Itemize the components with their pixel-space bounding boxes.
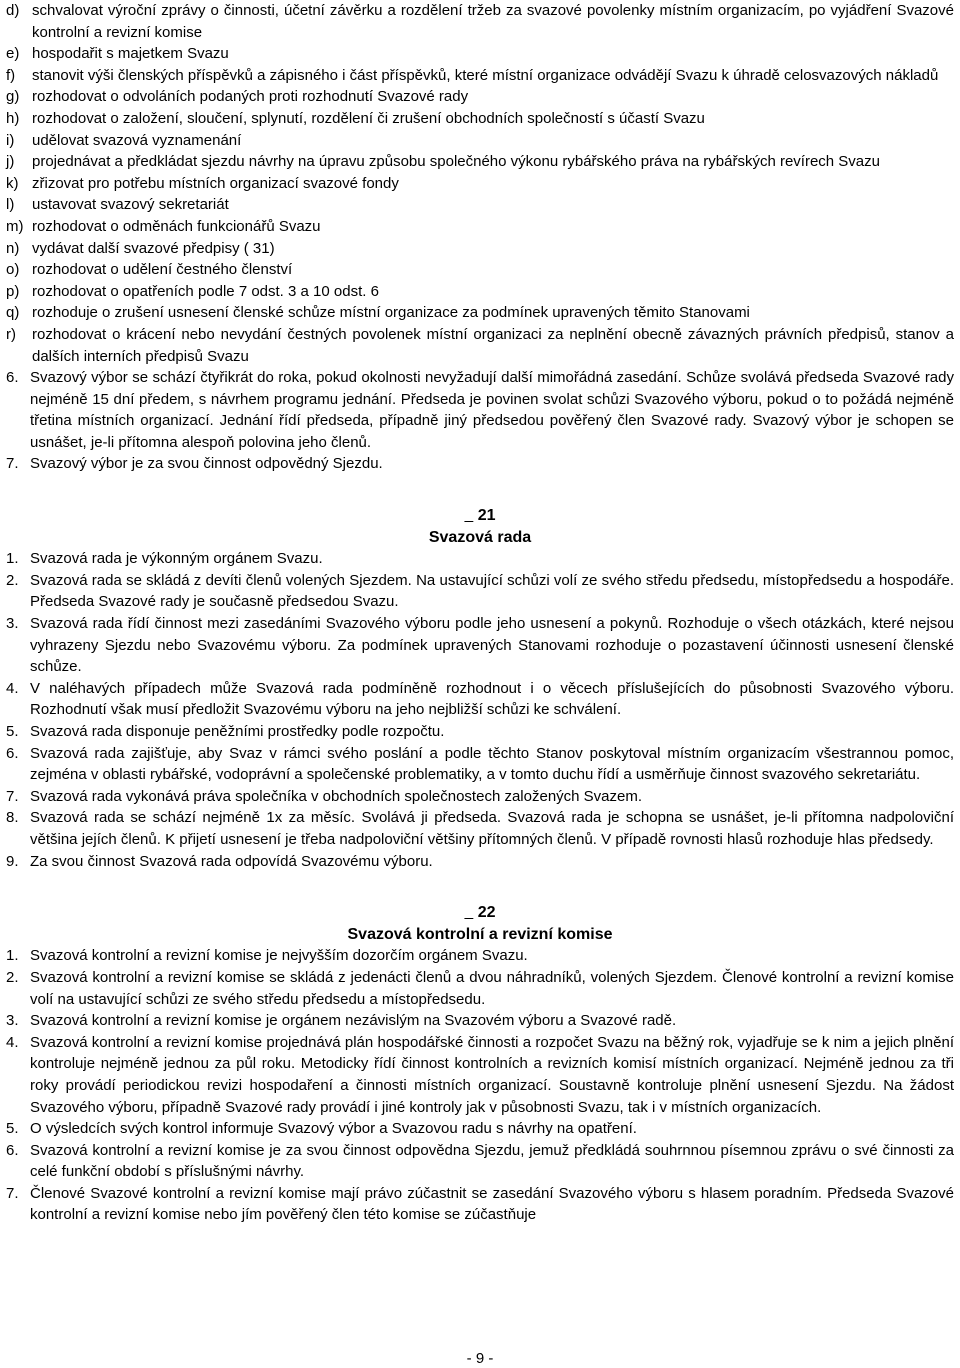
numbered-item — [6, 807, 954, 850]
list-item — [6, 238, 954, 260]
item-label: f) — [6, 66, 16, 84]
item-label: r) — [6, 325, 16, 343]
document-page — [6, 0, 954, 1226]
item-text: Za svou činnost Svazová rada odpovídá Svazovému výboru. — [30, 852, 433, 870]
section-22-title: Svazová kontrolní a revizní komise — [347, 925, 613, 943]
numbered-item — [6, 570, 954, 613]
list-item — [6, 173, 954, 195]
numbered-item — [6, 1032, 954, 1118]
item-text: Svazová kontrolní a revizní komise projednává plán hospodářské činnosti a rozpočet Svazu na běžný rok, vyjadřuje se k nim a jejich plnění kontroluje nejméně jednou za půl roku. Metodicky řídí činnost kontrolních a revizních komisí místních organizací. Nejméně jednou za tři roky provádí periodickou revizi hospodaření a činnosti místních organizací. Soustavně kontroluje plnění usnesení Sjezdu. Na žádost Svazového výboru, případně Svazové rady provádí i jiné kontroly jak v působnosti Svazu, tak i v místních organizacích. — [30, 1033, 954, 1116]
section-sign-icon — [464, 904, 473, 921]
item-text: rozhodovat o odvoláních podaných proti rozhodnutí Svazové rady — [32, 88, 469, 106]
section-sign-icon — [464, 507, 473, 524]
item-text: zřizovat pro potřebu místních organizací svazové fondy — [32, 174, 399, 192]
item-label: 7. — [6, 1184, 19, 1202]
item-text: Svazová rada řídí činnost mezi zasedáními Svazového výboru podle jeho usnesení a pokynů. Rozhoduje o všech otázkách, které nejsou vyhrazeny Sjezdu nebo Svazovému výboru. Za podmínek upravených Stanovami rozhoduje o pozastavení účinnosti usnesení členské schůze. — [30, 615, 954, 676]
item-text: rozhodovat o opatřeních podle 7 odst. 3 a 10 odst. 6 — [32, 282, 379, 300]
item-text: rozhodovat o založení, sloučení, splynutí, rozdělení či zrušení obchodních společností s účastí Svazu — [32, 109, 705, 127]
item-label: 4. — [6, 1033, 19, 1051]
item-label: 4. — [6, 679, 19, 697]
item-label: h) — [6, 109, 20, 127]
item-label: 1. — [6, 947, 19, 965]
item-label: 2. — [6, 571, 19, 589]
list-item — [6, 259, 954, 281]
section-21-title: Svazová rada — [428, 528, 532, 546]
item-text: rozhodovat o odměnách funkcionářů Svazu — [32, 217, 321, 235]
item-text: Svazová rada zajišťuje, aby Svaz v rámci svého poslání a podle těchto Stanov poskytoval místním organizacím všestrannou pomoc, zejména v oblasti rybářské, vodoprávní a společenské problematiky, a v tomto duchu řídí a usměrňuje činnost svazového sekretariátu. — [30, 744, 954, 784]
item-text: rozhodovat o krácení nebo nevydání čestných povolenek místní organizaci za neplnění obecně závazných právních předpisů, stanov a dalších interních předpisů Svazu — [32, 325, 954, 365]
section-21-number: 21 — [6, 505, 954, 527]
item-label: 1. — [6, 550, 19, 568]
list-item — [6, 216, 954, 238]
item-label: n) — [6, 239, 20, 257]
item-text: projednávat a předkládat sjezdu návrhy na úpravu způsobu společného výkonu rybářského práva na rybářských revírech Svazu — [32, 153, 880, 171]
item-label: i) — [6, 131, 15, 149]
numbered-item — [6, 967, 954, 1010]
item-text: stanovit výši členských příspěvků a zápisného i část příspěvků, které místní organizace odvádějí Svazu k úhradě celosvazových nákladů — [32, 66, 939, 84]
numbered-item — [6, 1183, 954, 1226]
item-text: ustavovat svazový sekretariát — [32, 196, 229, 214]
numbered-item — [6, 721, 954, 743]
item-text: rozhodovat o udělení čestného členství — [32, 261, 293, 279]
list-item — [6, 0, 954, 43]
item-text: Členové Svazové kontrolní a revizní komise mají právo zúčastnit se zasedání Svazového výboru s hlasem poradním. Předseda Svazové kontrolní a revizní komise nebo jím pověřený člen této komise se zúčastňuje — [30, 1184, 954, 1224]
item-label: q) — [6, 304, 20, 322]
list-item — [6, 108, 954, 130]
item-label: 8. — [6, 809, 19, 827]
numbered-item — [6, 548, 954, 570]
numbered-item — [6, 1010, 954, 1032]
item-label: 2. — [6, 968, 19, 986]
numbered-item — [6, 786, 954, 808]
numbered-item — [6, 1140, 954, 1183]
list-item — [6, 130, 954, 152]
numbered-item — [6, 367, 954, 453]
item-label: 6. — [6, 1141, 19, 1159]
numbered-item — [6, 678, 954, 721]
item-text: rozhoduje o zrušení usnesení členské schůze místní organizace za podmínek upravených těmito Stanovami — [32, 304, 750, 322]
page-number: - 9 - — [466, 1350, 494, 1367]
list-item — [6, 281, 954, 303]
section-21-list — [6, 548, 954, 872]
numbered-item — [6, 743, 954, 786]
item-text: Svazová rada se schází nejméně 1x za měsíc. Svolává ji předseda. Svazová rada je schopna se usnášet, je-li přítomna nadpoloviční většina jejích členů. K přijetí usnesení je třeba nadpoloviční většiny přítomných členů. V případě rovnosti hlasů rozhoduje hlas předsedy. — [30, 809, 954, 848]
item-text: Svazová kontrolní a revizní komise je orgánem nezávislým na Svazovém výboru a Svazové radě. — [30, 1012, 677, 1030]
item-label: m) — [6, 217, 24, 235]
item-label: l) — [6, 196, 15, 214]
committee-numbered-list — [6, 367, 954, 475]
item-label: 3. — [6, 615, 19, 633]
list-item — [6, 302, 954, 324]
numbered-item — [6, 851, 954, 873]
item-label: 7. — [6, 455, 19, 473]
item-text: Svazová kontrolní a revizní komise je nejvyšším dozorčím orgánem Svazu. — [30, 947, 528, 965]
item-label: 5. — [6, 1120, 19, 1138]
list-item — [6, 86, 954, 108]
item-text: Svazová kontrolní a revizní komise je za svou činnost odpovědna Sjezdu, jemuž předkládá souhrnnou písemnou zprávu o své činnosti za celé funkční období s příslušnými návrhy. — [30, 1141, 954, 1181]
item-label: p) — [6, 282, 20, 300]
list-item — [6, 324, 954, 367]
item-label: 6. — [6, 744, 19, 762]
item-text: Svazový výbor je za svou činnost odpovědný Sjezdu. — [30, 455, 383, 473]
item-label: g) — [6, 88, 20, 106]
item-label: j) — [6, 153, 15, 171]
item-label: 6. — [6, 369, 19, 387]
numbered-item — [6, 945, 954, 967]
item-label: o) — [6, 261, 20, 279]
item-text: V naléhavých případech může Svazová rada podmíněně rozhodnout i o věcech příslušejících do působnosti Svazového výboru. Rozhodnutí však musí předložit Svazovému výboru na jeho nejbližší schůzi ke schválení. — [30, 679, 954, 719]
numbered-item — [6, 1118, 954, 1140]
item-text: schvalovat výroční zprávy o činnosti, účetní závěrku a rozdělení tržeb za svazové povolenky místním organizacím, po vyjádření Svazové kontrolní a revizní komise — [32, 2, 954, 41]
item-label: 5. — [6, 723, 19, 740]
item-text: hospodařit s majetkem Svazu — [32, 45, 229, 63]
item-label: 9. — [6, 852, 19, 870]
numbered-item — [6, 613, 954, 678]
section-22-list — [6, 945, 954, 1226]
item-text: vydávat další svazové předpisy ( 31) — [32, 239, 275, 257]
item-text: Svazová rada se skládá z devíti členů volených Sjezdem. Na ustavující schůzi volí ze svého středu předsedu, místopředsedu a hospodáře. Předseda Svazové rady je současně předsedou Svazu. — [30, 571, 954, 611]
item-label: 7. — [6, 787, 19, 805]
item-text: O výsledcích svých kontrol informuje Svazový výbor a Svazovou radu s návrhy na opatření. — [30, 1120, 637, 1138]
item-text: Svazová kontrolní a revizní komise se skládá z jedenácti členů a dvou náhradníků, volených Sjezdem. Členové kontrolní a revizní komise volí na ustavující schůzi ze svého středu předsedu a místopředsedu. — [30, 968, 954, 1008]
item-label: k) — [6, 174, 19, 192]
section-22-number: 22 — [6, 902, 954, 924]
numbered-item — [6, 453, 954, 475]
list-item — [6, 151, 954, 173]
item-text: Svazový výbor se schází čtyřikrát do roka, pokud okolnosti nevyžadují další mimořádná zasedání. Schůze svolává předseda Svazové rady nejméně 15 dní předem, s návrhem programu jednání. Předseda je povinen svolat schůzi Svazového výboru, pokud o to požádá nejméně třetina místních organizací. Jednání řídí předseda, případně jiný předsedou pověřený člen Svazové rady. Svazový výbor je schopen se usnášet, je-li přítomna alespoň polovina jeho členů. — [30, 369, 954, 451]
item-label: e) — [6, 45, 20, 63]
item-text: Svazová rada disponuje peněžními prostředky podle rozpočtu. — [30, 723, 445, 740]
item-text: Svazová rada vykonává práva společníka v obchodních společnostech založených Svazem. — [30, 787, 643, 805]
item-text: udělovat svazová vyznamenání — [32, 131, 242, 149]
item-label: d) — [6, 2, 20, 19]
item-text: Svazová rada je výkonným orgánem Svazu. — [30, 550, 323, 568]
powers-list — [6, 0, 954, 367]
list-item — [6, 194, 954, 216]
list-item — [6, 65, 954, 87]
list-item — [6, 43, 954, 65]
item-label: 3. — [6, 1012, 19, 1030]
